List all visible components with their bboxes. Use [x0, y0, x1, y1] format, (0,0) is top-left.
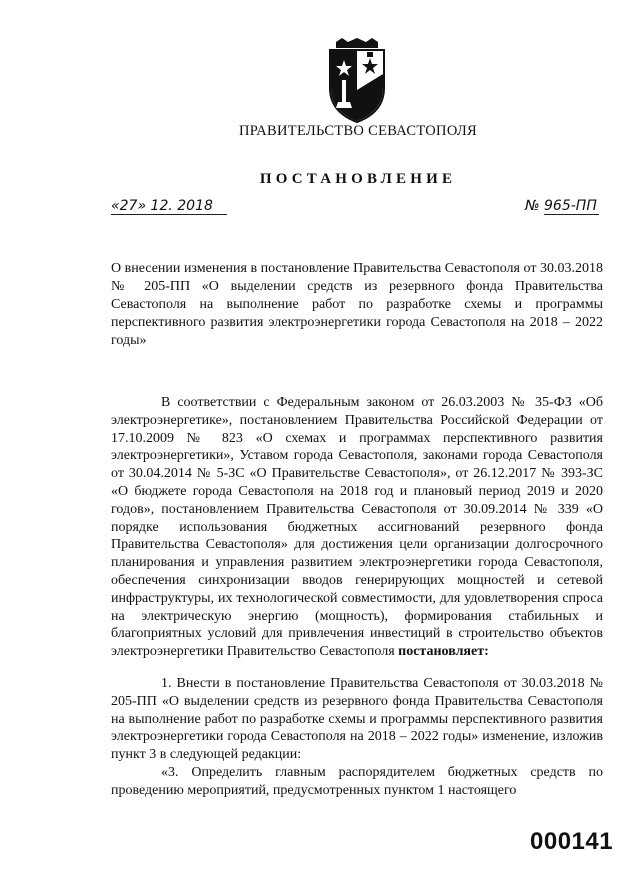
document-date: «27» 12. 2018 [111, 198, 227, 215]
organization-name: ПРАВИТЕЛЬСТВО СЕВАСТОПОЛЯ [239, 123, 477, 139]
sevastopol-coat-of-arms-icon [322, 38, 392, 124]
document-type: ПОСТАНОВЛЕНИЕ [259, 171, 457, 187]
document-body [111, 394, 603, 800]
serial-number: 000141 [530, 828, 614, 855]
document-subject: О внесении изменения в постановление Правительства Севастополя от 30.03.2018 № 205-ПП «О выделении средств из резервного фонда Правительства Севастополя на выполнение работ по разработке схемы и программы перспективного развития электроэнергетики города Севастополя на 2018 – 2022 годы» [111, 261, 603, 348]
document-number [525, 198, 599, 214]
number-prefix: № [525, 198, 540, 214]
preamble-text: В соответствии с Федеральным законом от 26.03.2003 № 35-ФЗ «Об электроэнергетике», постановлением Правительства Российской Федерации от 17.10.2009 № 823 «О схемах и программах перспективного развития электроэнергетики», Уставом города Севастополя, законами города Севастополя от 30.04.2014 № 5-ЗС «О Правительстве Севастополя», от 26.12.2017 № 393-ЗС «О бюджете города Севастополя на 2018 год и плановый период 2019 и 2020 годов», постановлением Правительства Севастополя от 30.09.2014 № 339 «О порядке использования бюджетных ассигнований резервного фонда Правительства Севастополя» для достижения цели организации долгосрочного планирования и управления развитием электроэнергетики города Севастополя, обеспечения синхронизации вводов генерирующих мощностей и сетевой инфраструктуры, их технологической совместимости, для удовлетворения спроса на электрическую энергию (мощность), формирования стабильных и благоприятных условий для привлечения инвестиций в строительство объектов электроэнергетики Правительство Севастополя [111, 395, 603, 660]
preamble-paragraph [111, 394, 603, 661]
number-value: 965-ПП [544, 198, 597, 214]
item-1-paragraph: 1. Внести в постановление Правительства Севастополя от 30.03.2018 № 205-ПП «О выделении средств из резервного фонда Правительства Севастополя на выполнение работ по разработке схемы и программы перспективного развития электроэнергетики города Севастополя на 2018 – 2022 годы» изменение, изложив пункт 3 в следующей редакции: [111, 675, 603, 763]
item-1-quote-paragraph: «3. Определить главным распорядителем бюджетных средств по проведению мероприятий, предусмотренных пунктом 1 настоящего [111, 764, 603, 798]
decree-word: постановляет: [398, 644, 489, 660]
